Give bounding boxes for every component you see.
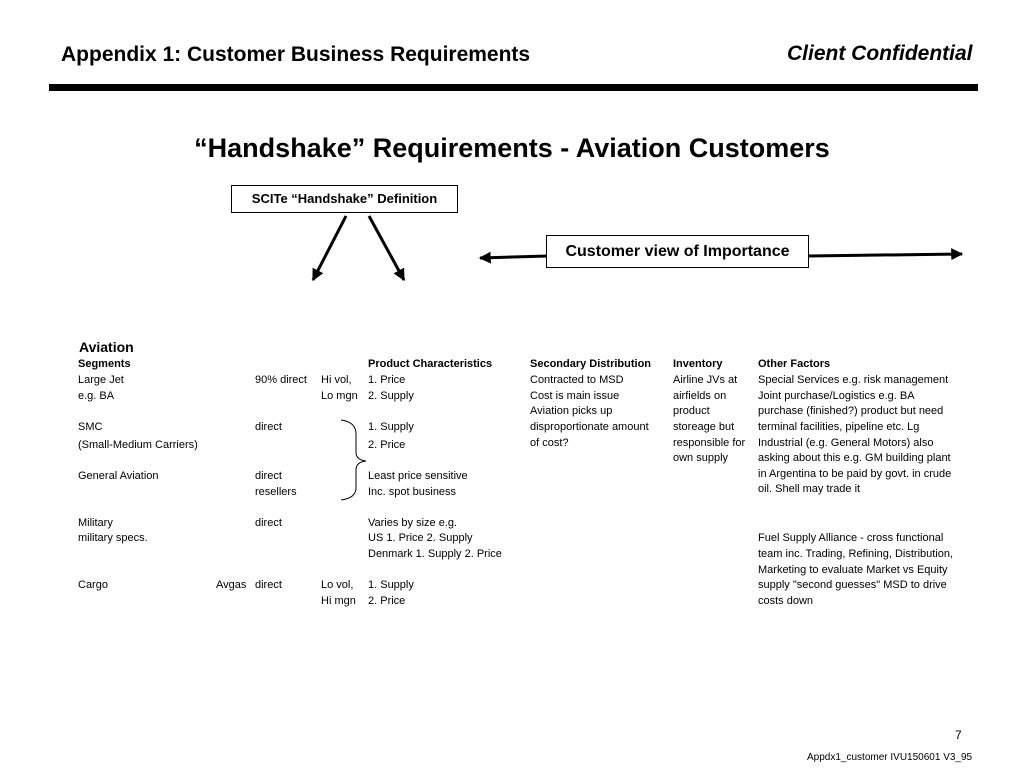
segment-channel: direct — [255, 421, 282, 433]
secondary-line: disproportionate amount — [530, 421, 649, 433]
segment-channel: direct — [255, 579, 282, 591]
segment-channel: 90% direct — [255, 374, 307, 386]
segment-channel: resellers — [255, 486, 297, 498]
other-line: team inc. Trading, Refining, Distribution, — [758, 548, 954, 560]
product-line: Inc. spot business — [368, 486, 457, 498]
page-number: 7 — [955, 728, 962, 742]
importance-arrow-left — [480, 256, 548, 258]
segment-fuel: Avgas — [216, 579, 247, 591]
col-header-segments: Segments — [78, 358, 131, 370]
product-line: 1. Price — [368, 374, 406, 386]
other-line: Special Services e.g. risk management — [758, 374, 949, 386]
importance-arrow-right — [808, 254, 962, 256]
segment-name: Military — [78, 517, 113, 529]
segment-margin: Lo mgn — [321, 390, 358, 402]
segment-channel: direct — [255, 470, 282, 482]
secondary-line: Cost is main issue — [530, 390, 620, 402]
inventory-line: responsible for — [673, 437, 746, 449]
product-line: Varies by size e.g. — [368, 517, 458, 529]
secondary-line: Aviation picks up — [530, 405, 613, 417]
importance-box: Customer view of Importance — [546, 235, 809, 268]
segment-name: Large Jet — [78, 374, 124, 386]
other-line: asking about this e.g. GM building plant — [758, 452, 951, 464]
segment-name: SMC — [78, 421, 103, 433]
other-line: supply "second guesses" MSD to drive — [758, 579, 947, 591]
product-line: 1. Supply — [368, 579, 414, 591]
inventory-line: storeage but — [673, 421, 735, 433]
product-line: 2. Price — [368, 595, 406, 607]
other-line: costs down — [758, 595, 814, 607]
segment-sub: e.g. BA — [78, 390, 115, 402]
other-line: purchase (finished?) product but need — [758, 405, 944, 417]
inventory-line: own supply — [673, 452, 729, 464]
segment-channel: direct — [255, 517, 282, 529]
section-label: Aviation — [79, 339, 134, 355]
col-header-inventory: Inventory — [673, 358, 723, 370]
inventory-line: product — [673, 405, 710, 417]
other-line: oil. Shell may trade it — [758, 483, 861, 495]
segment-margin: Hi mgn — [321, 595, 356, 607]
product-line: 1. Supply — [368, 421, 414, 433]
segment-name: Cargo — [78, 579, 108, 591]
inventory-line: airfields on — [673, 390, 727, 402]
secondary-line: Contracted to MSD — [530, 374, 624, 386]
other-line: Fuel Supply Alliance - cross functional — [758, 532, 944, 544]
segment-volume: Hi vol, — [321, 374, 352, 386]
other-line: in Argentina to be paid by govt. in crude — [758, 468, 952, 480]
col-header-other: Other Factors — [758, 358, 831, 370]
smc-ga-brace — [341, 420, 366, 500]
slide-title: “Handshake” Requirements - Aviation Customers — [194, 133, 830, 163]
arrow-right-down — [369, 216, 404, 280]
header-title: Appendix 1: Customer Business Requirements — [61, 43, 531, 66]
col-header-product: Product Characteristics — [368, 358, 493, 370]
handshake-definition-box: SCITe “Handshake” Definition — [231, 185, 458, 213]
footer-reference: Appdx1_customer IVU150601 V3_95 — [807, 752, 973, 763]
segment-name: General Aviation — [78, 470, 159, 482]
arrow-left-down — [313, 216, 346, 280]
confidentiality-label: Client Confidential — [787, 42, 973, 65]
inventory-line: Airline JVs at — [673, 374, 738, 386]
product-line: 2. Supply — [368, 390, 414, 402]
other-line: Marketing to evaluate Market vs Equity — [758, 564, 948, 576]
other-line: terminal facilities, pipeline etc. Lg — [758, 421, 920, 433]
product-line: US 1. Price 2. Supply — [368, 532, 473, 544]
col-header-secondary: Secondary Distribution — [530, 358, 652, 370]
other-line: Joint purchase/Logistics e.g. BA — [758, 390, 915, 402]
product-line: 2. Price — [368, 439, 406, 451]
product-line: Least price sensitive — [368, 470, 468, 482]
segment-volume: Lo vol, — [321, 579, 354, 591]
secondary-line: of cost? — [530, 437, 569, 449]
segment-sub: (Small-Medium Carriers) — [78, 439, 198, 451]
product-line: Denmark 1. Supply 2. Price — [368, 548, 502, 560]
other-line: Industrial (e.g. General Motors) also — [758, 437, 934, 449]
segment-sub: military specs. — [78, 532, 148, 544]
